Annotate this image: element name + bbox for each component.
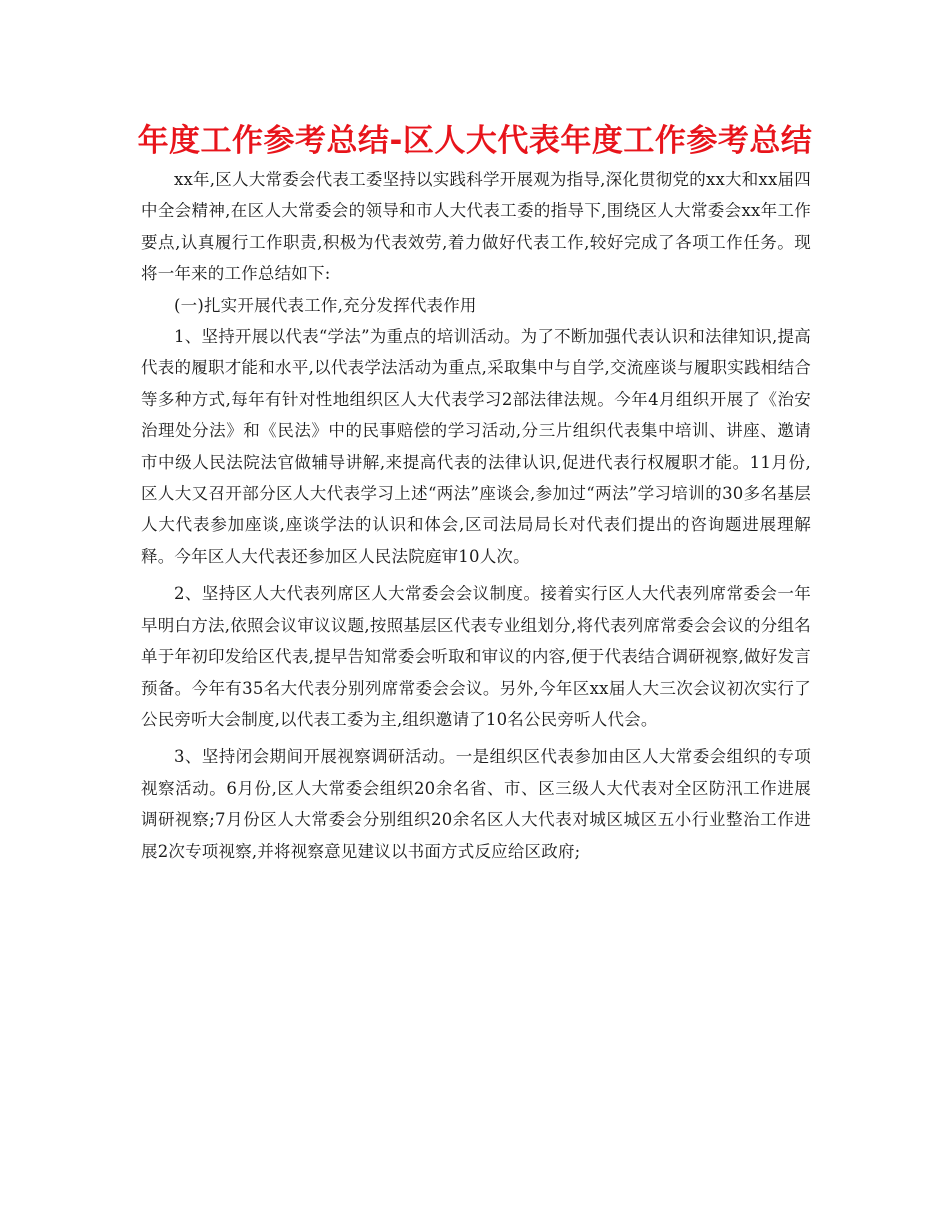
paragraph-item-3: 3、坚持闭会期间开展视察调研活动。一是组织区代表参加由区人大常委会组织的专项视察活动。6月份,区人大常委会组织20余名省、市、区三级人大代表对全区防汛工作进展调研视察;7月份区人大常委会分别组织20余名区人大代表对城区城区五小行业整治工作进展2次专项视察,并将视察意见建议以书面方式反应给区政府; bbox=[141, 747, 811, 861]
document-title: 年度工作参考总结-区人大代表年度工作参考总结 bbox=[137, 123, 813, 159]
section-heading-1: (一)扎实开展代表工作,充分发挥代表作用 bbox=[174, 295, 477, 315]
document-body bbox=[141, 164, 811, 867]
paragraph-item-2: 2、坚持区人大代表列席区人大常委会会议制度。接着实行区人大代表列席常委会一年早明白方法,依照会议审议议题,按照基层区代表专业组划分,将代表列席常委会会议的分组名单于年初印发给区代表,提早告知常委会听取和审议的内容,便于代表结合调研视察,做好发言预备。今年有35名大代表分别列席常委会会议。另外,今年区xx届人大三次会议初次实行了公民旁听大会制度,以代表工委为主,组织邀请了10名公民旁听人代会。 bbox=[141, 584, 811, 729]
paragraph-intro: xx年,区人大常委会代表工委坚持以实践科学开展观为指导,深化贯彻党的xx大和xx届四中全会精神,在区人大常委会的领导和市人大代表工委的指导下,围绕区人大常委会xx年工作要点,认真履行工作职责,积极为代表效劳,着力做好代表工作,较好完成了各项工作任务。现将一年来的工作总结如下: bbox=[141, 170, 811, 284]
paragraph-item-1: 1、坚持开展以代表“学法”为重点的培训活动。为了不断加强代表认识和法律知识,提高代表的履职才能和水平,以代表学法活动为重点,采取集中与自学,交流座谈与履职实践相结合等多种方式,每年有针对性地组织区人大代表学习2部法律法规。今年4月组织开展了《治安治理处分法》和《民法》中的民事赔偿的学习活动,分三片组织代表集中培训、讲座、邀请市中级人民法院法官做辅导讲解,来提高代表的法律认识,促进代表行权履职才能。11月份,区人大又召开部分区人大代表学习上述“两法”座谈会,参加过“两法”学习培训的30多名基层人大代表参加座谈,座谈学法的认识和体会,区司法局局长对代表们提出的咨询题进展理解释。今年区人大代表还参加区人民法院庭审10人次。 bbox=[141, 327, 811, 566]
